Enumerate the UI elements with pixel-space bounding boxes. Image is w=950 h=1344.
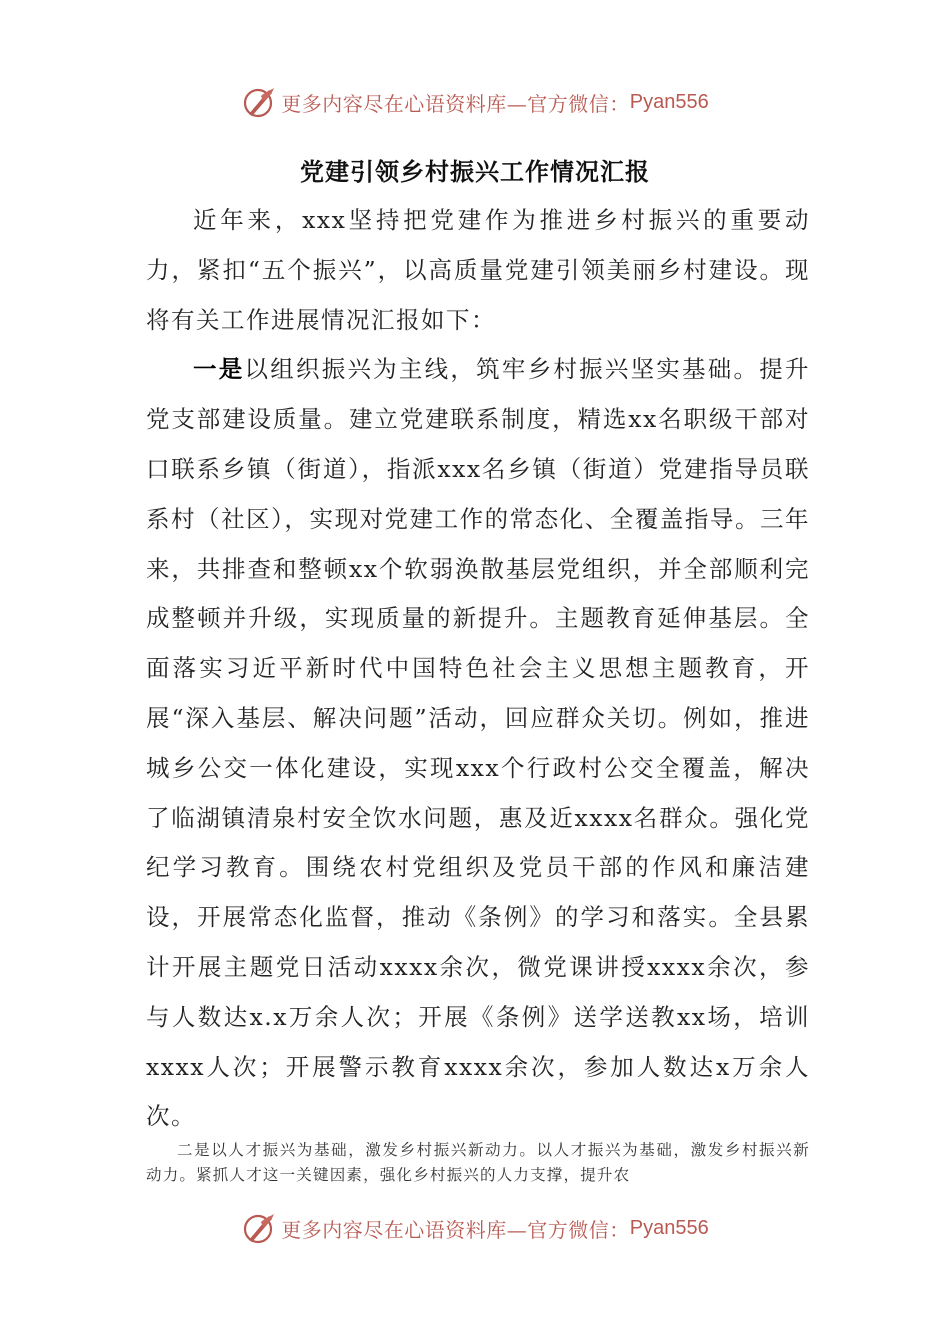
quill-seal-logo-icon [241, 1210, 277, 1246]
intro-paragraph: 近年来，xxx坚持把党建作为推进乡村振兴的重要动力，紧扣“五个振兴”，以高质量党建引领美丽乡村建设。现将有关工作进展情况汇报如下： [146, 206, 810, 334]
document-title: 党建引领乡村振兴工作情况汇报 [300, 157, 650, 186]
banner-wechat-id: Pyan556 [629, 90, 709, 113]
banner-text: 更多内容尽在心语资料库—官方微信： [281, 91, 630, 116]
banner-wechat-id: Pyan556 [629, 1216, 709, 1239]
banner-text: 更多内容尽在心语资料库—官方微信： [281, 1217, 630, 1242]
document-body [146, 196, 810, 1142]
section-2-paragraph: 二是以人才振兴为基础，激发乡村振兴新动力。以人才振兴为基础，激发乡村振兴新动力。紧抓人才这一关键因素，强化乡村振兴的人力支撑，提升农 [146, 1141, 810, 1184]
quill-seal-logo-icon [241, 84, 277, 120]
section-1-paragraph [146, 345, 810, 1142]
footer-watermark-banner [0, 1206, 950, 1250]
section-1-lead: 一是 [193, 355, 245, 384]
section-1-text: 以组织振兴为主线，筑牢乡村振兴坚实基础。提升党支部建设质量。建立党建联系制度，精选xx名职级干部对口联系乡镇（街道），指派xxx名乡镇（街道）党建指导员联系村（社区），实现对党建工作的常态化、全覆盖指导。三年来，共排查和整顿xx个软弱涣散基层党组织，并全部顺利完成整顿并升级，实现质量的新提升。主题教育延伸基层。全面落实习近平新时代中国特色社会主义思想主题教育，开展“深入基层、解决问题”活动，回应群众关切。例如，推进城乡公交一体化建设，实现xxx个行政村公交全覆盖，解决了临湖镇清泉村安全饮水问题，惠及近xxxx名群众。强化党纪学习教育。围绕农村党组织及党员干部的作风和廉洁建设，开展常态化监督，推动《条例》的学习和落实。全县累计开展主题党日活动xxxx余次，微党课讲授xxxx余次，参与人数达x.x万余人次；开展《条例》送学送教xx场，培训xxxx人次；开展警示教育xxxx余次，参加人数达x万余人次。 [146, 355, 811, 1131]
header-watermark-banner [0, 80, 950, 124]
